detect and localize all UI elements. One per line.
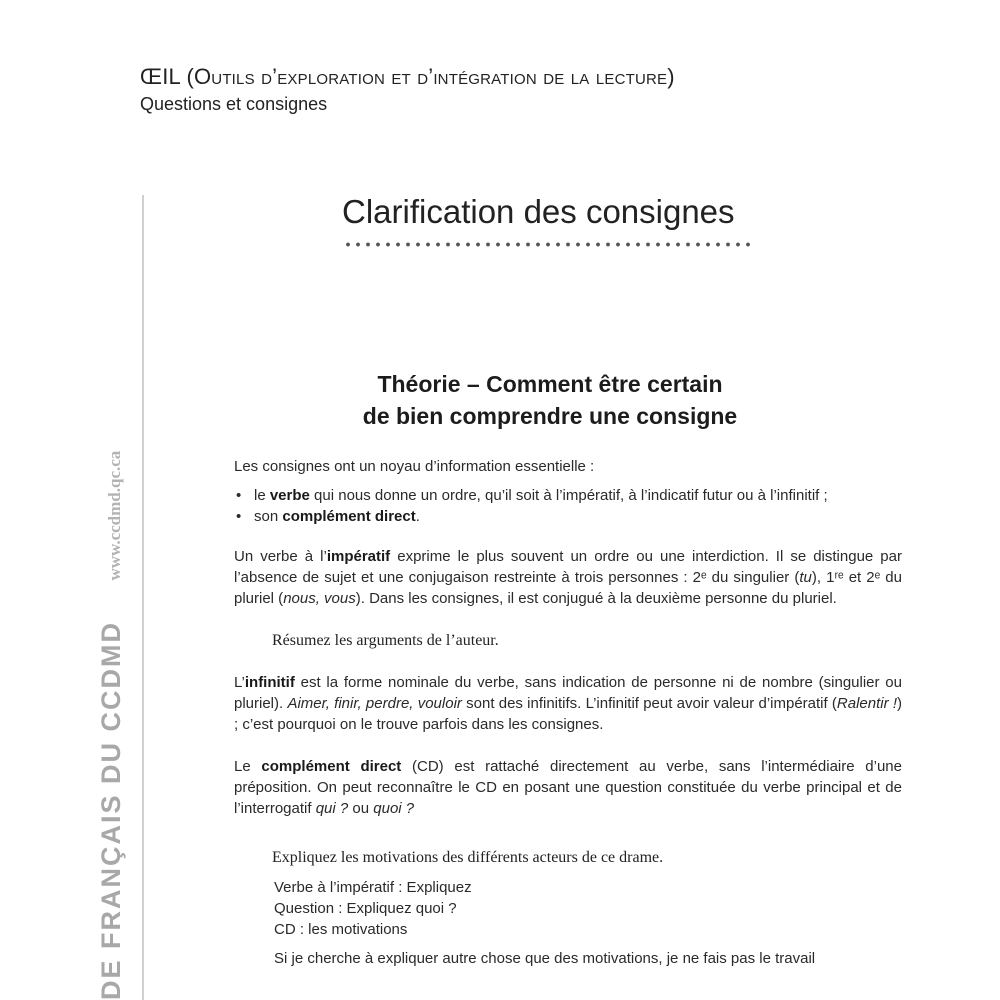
- title-dotted-underline: [343, 242, 755, 247]
- sidebar-url: www.ccdmd.qc.ca: [105, 450, 124, 581]
- direct-complement-paragraph: [234, 756, 902, 819]
- sidebar-brand: DE FRANÇAIS DU CCDMD: [96, 621, 126, 1000]
- text-span: son: [254, 508, 283, 525]
- text-span: (CD) est rattaché directement au verbe, sans l’intermédiaire d’une préposition. On peut reconnaître le CD en posant une question constituée du verbe principal et de l’interrogatif: [234, 758, 902, 817]
- intro-text: Les consignes ont un noyau d’information essentielle :: [234, 458, 595, 475]
- page-title: Clarification des consignes: [342, 193, 735, 230]
- text-span: ) ; c’est pourquoi on le trouve parfois dans les consignes.: [234, 695, 903, 733]
- body-content: [234, 456, 902, 969]
- analysis-line: Question : Expliquez quoi ?: [274, 900, 457, 917]
- sidebar-vertical-text: [96, 451, 127, 1000]
- header-title: ŒIL (Outils d’exploration et d’intégration de la lecture): [140, 64, 675, 89]
- text-span: est la forme nominale du verbe, sans indication de personne ni de nombre (singulier ou pluriel).: [234, 674, 902, 712]
- example-sentence: Expliquez les motivations des différents acteurs de ce drame.: [272, 849, 664, 866]
- text-span: ). Dans les consignes, il est conjugué à la deuxième personne du pluriel.: [355, 590, 837, 607]
- list-item: [234, 485, 902, 506]
- list-item: [234, 506, 902, 527]
- text-span: Le: [234, 758, 262, 775]
- text-span: le: [254, 487, 270, 504]
- italic-term: tu: [799, 569, 812, 586]
- margin-rule: [142, 195, 144, 1000]
- text-span: qui nous donne un ordre, qu’il soit à l’impératif, à l’indicatif futur ou à l’infinitif ;: [309, 487, 828, 504]
- section-heading: [250, 368, 850, 432]
- example-sentence: Résumez les arguments de l’auteur.: [272, 632, 499, 649]
- italic-term: Ralentir !: [836, 695, 898, 712]
- text-span: Un verbe à l’: [234, 548, 327, 565]
- bold-term: complément direct: [261, 758, 402, 775]
- analysis-line: CD : les motivations: [274, 921, 408, 938]
- bullet-list: [234, 485, 902, 527]
- document-header: [140, 62, 675, 116]
- italic-term: quoi ?: [373, 800, 415, 817]
- text-span: .: [415, 508, 420, 525]
- text-span: exprime le plus souvent un ordre ou une interdiction. Il se distingue par l’absence de sujet et une conjugaison restreinte à trois personnes : 2ᵉ du singulier (: [234, 548, 902, 586]
- bold-term: verbe: [269, 487, 310, 504]
- text-span: ou: [348, 800, 374, 817]
- section-heading-line1: Théorie – Comment être certain: [377, 371, 723, 397]
- section-heading-line2: de bien comprendre une consigne: [362, 403, 738, 429]
- example-analysis: [234, 877, 902, 940]
- text-span: ), 1ʳᵉ et 2ᵉ du pluriel (: [234, 569, 902, 607]
- italic-term: nous, vous: [283, 590, 356, 607]
- text-span: sont des infinitifs. L’infinitif peut avoir valeur d’impératif (: [461, 695, 837, 712]
- text-span: L’: [234, 674, 245, 691]
- italic-term: qui ?: [315, 800, 349, 817]
- truncated-paragraph: Si je cherche à expliquer autre chose que des motivations, je ne fais pas le travail: [274, 950, 816, 967]
- bold-term: impératif: [326, 548, 391, 565]
- italic-term: Aimer, finir, perdre, vouloir: [287, 695, 462, 712]
- analysis-line: Verbe à l’impératif : Expliquez: [274, 879, 472, 896]
- bold-term: complément direct: [282, 508, 416, 525]
- imperative-paragraph: [234, 546, 902, 609]
- infinitive-paragraph: [234, 672, 902, 735]
- header-subtitle: Questions et consignes: [140, 94, 328, 114]
- bold-term: infinitif: [244, 674, 295, 691]
